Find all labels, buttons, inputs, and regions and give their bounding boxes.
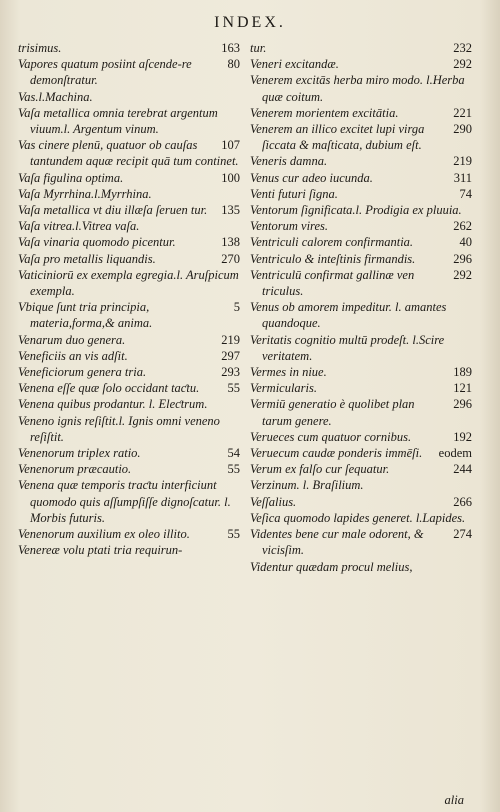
entry-text: Veneficiis an vis adſit. [18, 348, 128, 363]
index-entry [18, 137, 240, 169]
entry-page-number: 121 [453, 381, 472, 396]
entry-text: Ventriculi calorem confirmantia. [250, 235, 414, 250]
entry-page-number: 221 [453, 105, 472, 120]
index-entry [250, 332, 472, 364]
entry-text: Venerem an illico excitet lupi virga ſiccata & maſticata, dubium eſt. [250, 122, 425, 153]
entry-text: Videntes bene cur male odorent, & vicisſim. [250, 527, 424, 558]
entry-page-number: 107 [221, 138, 240, 153]
entry-page-number: 40 [459, 235, 472, 250]
entry-text: Veneficiorum genera tria. [18, 365, 147, 380]
entry-text: Vaſa pro metallis liquandis. [18, 251, 156, 266]
index-entry [250, 56, 472, 72]
entry-page-number: 297 [221, 348, 240, 363]
entry-page-number: 189 [453, 365, 472, 380]
index-entry [18, 526, 240, 542]
entry-text: Veſica quomodo lapides generet. l.Lapides. [250, 510, 466, 525]
index-entry [250, 477, 472, 493]
entry-text: Videntur quædam procul melius, [250, 559, 413, 574]
entry-text: Vbique ſunt tria principia, materia,forma,& anima. [18, 300, 153, 331]
entry-text: Vermiū generatio è quolibet plan tarum genere. [250, 397, 415, 428]
entry-page-number: 311 [453, 170, 472, 185]
index-entry [18, 477, 240, 526]
entry-text: Ventorum vires. [250, 219, 328, 234]
entry-page-number: 74 [459, 186, 472, 201]
entry-text: Veneno ignis reſiſtit.l. Ignis omni veneno reſiſtit. [18, 413, 220, 444]
index-column-right [250, 40, 472, 575]
index-entry [250, 559, 472, 575]
entry-text: Venena eſſe quæ ſolo occidant taƈtu. [18, 381, 200, 396]
entry-page-number: 55 [227, 462, 240, 477]
index-entry [250, 40, 472, 56]
index-entry [18, 170, 240, 186]
entry-text: Venereæ volu ptati tria requirun- [18, 543, 183, 558]
index-entry [250, 170, 472, 186]
entry-text: Vermes in niue. [250, 365, 327, 380]
index-entry [18, 186, 240, 202]
entry-text: Venus ob amorem impeditur. l. amantes quandoque. [250, 300, 447, 331]
index-entry [18, 267, 240, 299]
index-entry [18, 396, 240, 412]
entry-text: Venarum duo genera. [18, 332, 126, 347]
index-entry [18, 218, 240, 234]
index-entry [18, 332, 240, 348]
index-entry [18, 234, 240, 250]
entry-page-number: 80 [227, 57, 240, 72]
entry-text: Vaſa vinaria quomodo picentur. [18, 235, 176, 250]
index-entry [18, 40, 240, 56]
entry-page-number: 192 [453, 429, 472, 444]
index-entry [250, 267, 472, 299]
index-entry [250, 218, 472, 234]
entry-page-number: 54 [227, 446, 240, 461]
index-entry [250, 234, 472, 250]
entry-text: Ventriculū confirmat gallinæ ven triculus. [250, 267, 415, 299]
entry-text: Vas cinere plenū, quatuor ob cauſas tantundem aquæ recipit quā tum continet. [18, 138, 239, 169]
index-entry [250, 461, 472, 477]
entry-page-number: 290 [453, 122, 472, 137]
entry-page-number: 292 [453, 57, 472, 72]
index-entry [250, 251, 472, 267]
entry-text: Venerem excitās herba miro modo. l.Herba quæ coitum. [250, 73, 465, 104]
entry-text: Vapores quatum posiint aſcende-re demonſtratur. [18, 57, 192, 88]
entry-text: Venena quibus prodantur. l. Eleƈtrum. [18, 397, 208, 412]
page-header: INDEX. [214, 14, 286, 31]
entry-page-number: 244 [453, 462, 472, 477]
entry-text: Vaſa figulina optima. [18, 170, 124, 185]
index-entry [18, 364, 240, 380]
entry-text: trisimus. [18, 41, 62, 55]
entry-text: Veruecum caudæ ponderis immēſi. [250, 446, 423, 461]
index-entry [18, 348, 240, 364]
entry-text: Veneris damna. [250, 154, 328, 169]
entry-text: Ventorum ſignificata.l. Prodigia ex pluuia. [250, 203, 462, 218]
index-entry [18, 461, 240, 477]
index-entry [18, 542, 240, 558]
index-entry [18, 251, 240, 267]
entry-text: Vaticiniorū ex exempla egregia.l. Aruſpicum exempla. [18, 267, 239, 299]
entry-text: Vaſa metallica omnia terebrat argentum viuum.l. Argentum vinum. [18, 105, 218, 137]
entry-text: Verueces cum quatuor cornibus. [250, 429, 412, 444]
index-entry [250, 526, 472, 558]
index-entry [250, 202, 472, 218]
entry-page-number: 232 [453, 41, 472, 55]
entry-page-number: 296 [453, 251, 472, 266]
catchword: alia [444, 793, 464, 807]
index-column-left [18, 40, 240, 559]
entry-text: Venena quæ temporis traƈtu interficiunt quomodo quis aſſumpſiſſe dignoſcatur. l. Morbis futuris. [18, 478, 231, 525]
index-entry [18, 445, 240, 461]
entry-text: Vermicularis. [250, 381, 318, 396]
index-entry [18, 413, 240, 445]
index-entry [250, 121, 472, 153]
index-entry [250, 72, 472, 104]
entry-page-number: 138 [221, 235, 240, 250]
entry-text: Venenorum triplex ratio. [18, 446, 141, 461]
entry-text: Venenorum præcautio. [18, 462, 132, 477]
entry-page-number: 292 [453, 267, 472, 282]
entry-page-number: 266 [453, 494, 472, 509]
entry-page-number: 5 [233, 300, 240, 315]
index-entry [18, 89, 240, 105]
entry-page-number: 55 [227, 527, 240, 542]
entry-text: Veneri excitandæ. [250, 57, 339, 72]
index-entry [250, 299, 472, 331]
index-entry [18, 56, 240, 88]
entry-text: Verzinum. l. Braſilium. [250, 478, 364, 493]
entry-text: Vaſa metallica vt diu illæſa ſeruen tur. [18, 203, 208, 218]
entry-page-number: 262 [453, 219, 472, 234]
entry-text: Vaſa vitrea.l.Vitrea vaſa. [18, 219, 140, 234]
index-entry [250, 105, 472, 121]
index-entry [250, 396, 472, 428]
entry-text: Vas.l.Machina. [18, 89, 93, 104]
entry-text: Venus cur adeo iucunda. [250, 170, 373, 185]
entry-page-number: 55 [227, 381, 240, 396]
entry-text: Venerem morientem excitātia. [250, 105, 399, 120]
entry-page-number: eodem [438, 446, 472, 461]
entry-text: Veritatis cognitio multū prodeſt. l.Scire veritatem. [250, 332, 445, 363]
entry-page-number: 293 [221, 365, 240, 380]
entry-page-number: 270 [221, 251, 240, 266]
index-entry [250, 186, 472, 202]
index-entry [18, 202, 240, 218]
index-entry [250, 494, 472, 510]
entry-page-number: 296 [453, 397, 472, 412]
entry-text: Venti futuri ſigna. [250, 186, 338, 201]
index-entry [250, 364, 472, 380]
entry-text: Venenorum auxilium ex oleo illito. [18, 527, 190, 542]
index-entry [18, 105, 240, 137]
entry-text: Ventriculo & inteſtinis firmandis. [250, 251, 416, 266]
entry-page-number: 163 [221, 41, 240, 55]
index-entry [250, 445, 472, 461]
entry-page-number: 135 [221, 203, 240, 218]
index-entry [250, 380, 472, 396]
index-entry [250, 153, 472, 169]
entry-text: tur. [250, 41, 267, 55]
index-entry [250, 429, 472, 445]
entry-text: Veſſalius. [250, 494, 297, 509]
index-entry [250, 510, 472, 526]
entry-page-number: 274 [453, 527, 472, 542]
entry-page-number: 219 [221, 332, 240, 347]
entry-page-number: 100 [221, 170, 240, 185]
entry-text: Vaſa Myrrhina.l.Myrrhina. [18, 186, 152, 201]
entry-text: Verum ex falſo cur ſequatur. [250, 462, 390, 477]
index-entry [18, 380, 240, 396]
index-entry [18, 299, 240, 331]
entry-page-number: 219 [453, 154, 472, 169]
